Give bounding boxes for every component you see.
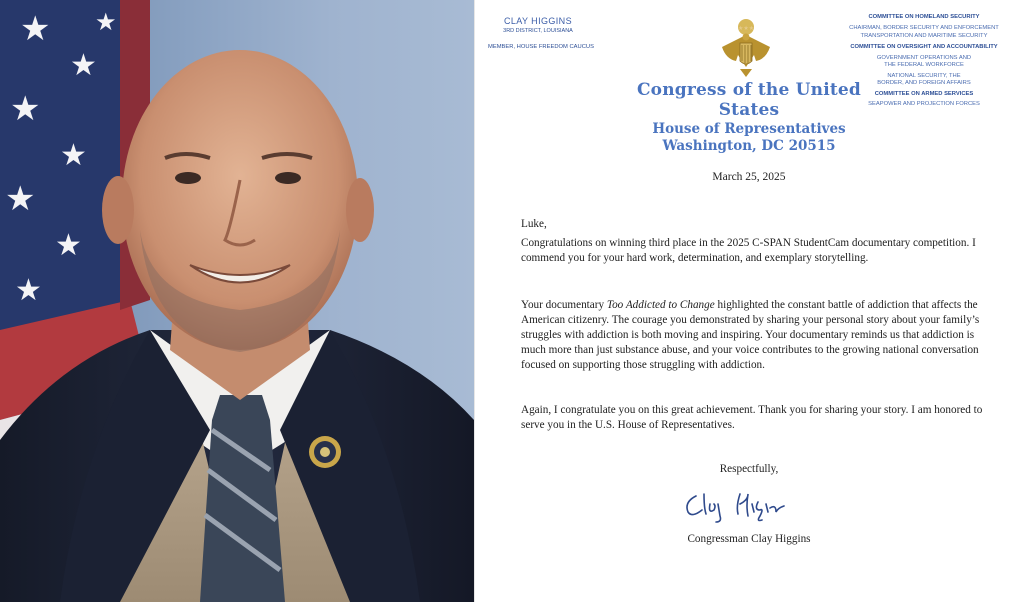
svg-text:★: ★ xyxy=(55,229,82,262)
paragraph-2-rest: highlighted the constant battle of addiction that affects the American citizenry. The courage you demonstrated by sharing your personal story about your family’s struggles with addiction is both moving and inspiring. Your documentary reminds us that addiction is much more than just substance abuse, and your voice contributes to the growing national conversation focused on supporting those struggling with addiction. xyxy=(521,299,980,371)
portrait-illustration xyxy=(0,0,474,602)
svg-text:★: ★ xyxy=(20,11,51,48)
svg-text:★: ★ xyxy=(15,274,42,307)
member-district: 3RD DISTRICT, LOUISIANA xyxy=(503,28,573,34)
salutation: Luke, xyxy=(521,218,547,230)
committee-item: THE FEDERAL WORKFORCE xyxy=(884,62,964,69)
closing: Respectfully, xyxy=(719,463,779,475)
congratulation-letter xyxy=(474,0,1024,602)
svg-text:★: ★ xyxy=(10,91,41,128)
svg-text:★: ★ xyxy=(95,10,117,36)
svg-text:★★★: ★★★ xyxy=(738,26,755,32)
committee-item: NATIONAL SECURITY, THE xyxy=(887,72,961,79)
signer-name: Congressman Clay Higgins xyxy=(687,533,811,545)
paragraph-2-prefix: Your documentary xyxy=(521,299,607,311)
committee-item: COMMITTEE ON ARMED SERVICES xyxy=(874,90,974,97)
committee-item: COMMITTEE ON HOMELAND SECURITY xyxy=(868,14,980,20)
member-block xyxy=(488,16,588,34)
house-title: House of Representatives xyxy=(652,121,846,137)
letter-date: March 25, 2025 xyxy=(712,171,786,183)
committee-item: TRANSPORTATION AND MARITIME SECURITY xyxy=(860,33,988,40)
page-divider xyxy=(474,0,475,602)
paragraph-3: Again, I congratulate you on this great achievement. Thank you for sharing your story. I am honored to serve you in the U.S. House of Representatives. xyxy=(521,404,983,431)
committee-item: COMMITTEE ON OVERSIGHT AND ACCOUNTABILITY xyxy=(850,44,998,51)
eagle-seal-icon xyxy=(718,17,774,79)
committee-item: SEAPOWER AND PROJECTION FORCES xyxy=(868,101,980,108)
handwritten-signature xyxy=(682,488,794,524)
paragraph-1: Congratulations on winning third place in the 2025 C-SPAN StudentCam documentary competition. I commend you for your hard work, determination, and exemplary storytelling. xyxy=(521,237,976,264)
letterhead-address: Washington, DC 20515 xyxy=(662,138,836,154)
documentary-title: Too Addicted to Change xyxy=(606,299,715,311)
paragraph-2 xyxy=(521,298,991,373)
head xyxy=(122,50,358,350)
congressman-portrait xyxy=(0,0,474,602)
committee-item: CHAIRMAN, BORDER SECURITY AND ENFORCEMENT xyxy=(849,24,999,31)
committee-item: GOVERNMENT OPERATIONS AND xyxy=(876,54,972,61)
congress-title: Congress of the United States xyxy=(636,80,862,120)
svg-text:★: ★ xyxy=(5,181,36,218)
committee-list xyxy=(840,14,1008,112)
member-name: CLAY HIGGINS xyxy=(504,16,572,26)
svg-text:★: ★ xyxy=(70,49,97,82)
svg-text:★: ★ xyxy=(60,139,87,172)
committee-item: BORDER, AND FOREIGN AFFAIRS xyxy=(877,79,971,86)
member-caucus: MEMBER, HOUSE FREEDOM CAUCUS xyxy=(488,44,594,50)
